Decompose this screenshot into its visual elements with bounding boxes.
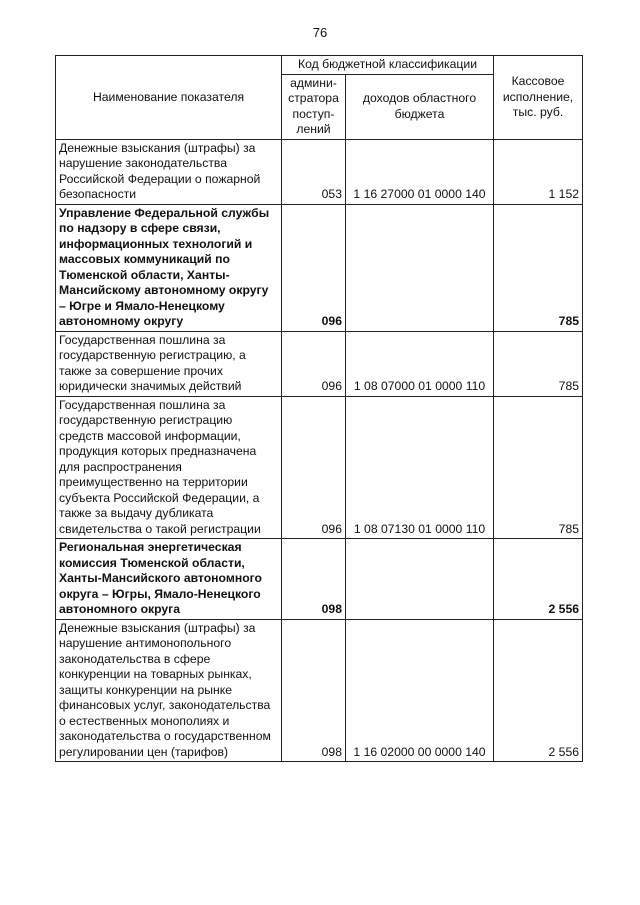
row-amount: 2 556	[494, 539, 583, 620]
row-revenue-code	[346, 204, 494, 331]
row-name: Региональная энергетическая комиссия Тюменской области, Ханты-Мансийского автономного округа – Югры, Ямало-Ненецкого автономного округа	[56, 539, 282, 620]
row-revenue-code: 1 08 07130 01 0000 110	[346, 396, 494, 539]
row-revenue-code: 1 16 02000 00 0000 140	[346, 619, 494, 762]
table-row	[56, 539, 583, 620]
row-amount: 1 152	[494, 139, 583, 204]
row-revenue-code: 1 08 07000 01 0000 110	[346, 331, 494, 396]
row-name: Государственная пошлина за государственную регистрацию средств массовой информации, продукция которых предназначена для распространения преимущественно на территории субъекта Российской Федерации, а также за выдачу дубликата свидетельства о такой регистрации	[56, 396, 282, 539]
header-revenue-code: доходов областного бюджета	[346, 74, 494, 139]
row-amount: 2 556	[494, 619, 583, 762]
budget-revenue-table	[55, 55, 583, 762]
row-amount: 785	[494, 204, 583, 331]
row-name: Денежные взыскания (штрафы) за нарушение законодательства Российской Федерации о пожарной безопасности	[56, 139, 282, 204]
row-amount: 785	[494, 396, 583, 539]
row-name: Управление Федеральной службы по надзору в сфере связи, информационных технологий и массовых коммуникаций по Тюменской области, Ханты-Мансийскому автономному округу – Югре и Ямало-Ненецкому автономному округу	[56, 204, 282, 331]
table-row	[56, 204, 583, 331]
row-admin-code: 098	[282, 619, 346, 762]
row-admin-code: 096	[282, 204, 346, 331]
header-cash-execution: Кассовое исполнение, тыс. руб.	[494, 56, 583, 140]
table-row	[56, 331, 583, 396]
row-admin-code: 098	[282, 539, 346, 620]
header-name: Наименование показателя	[56, 56, 282, 140]
row-revenue-code: 1 16 27000 01 0000 140	[346, 139, 494, 204]
table-row	[56, 396, 583, 539]
header-administrator: админи-стратора поступ-лений	[282, 74, 346, 139]
row-admin-code: 096	[282, 396, 346, 539]
table-row	[56, 619, 583, 762]
page-number: 76	[312, 25, 328, 40]
row-name: Денежные взыскания (штрафы) за нарушение антимонопольного законодательства в сфере конкуренции на товарных рынках, защиты конкуренции на рынке финансовых услуг, законодательства о естественных монополиях и законодательства о государственном регулировании цен (тарифов)	[56, 619, 282, 762]
row-admin-code: 096	[282, 331, 346, 396]
row-name: Государственная пошлина за государственную регистрацию, а также за совершение прочих юридически значимых действий	[56, 331, 282, 396]
row-admin-code: 053	[282, 139, 346, 204]
row-revenue-code	[346, 539, 494, 620]
table-row	[56, 139, 583, 204]
row-amount: 785	[494, 331, 583, 396]
header-budget-classification: Код бюджетной классификации	[282, 56, 494, 75]
